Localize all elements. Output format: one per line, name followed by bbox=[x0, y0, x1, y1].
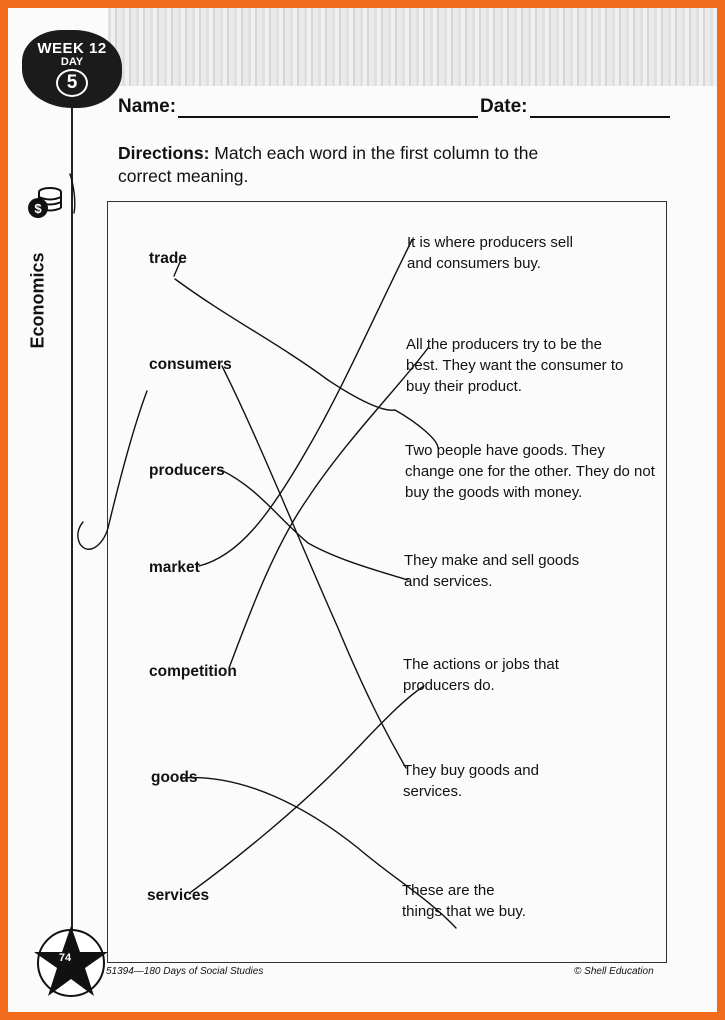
meaning-1[interactable]: It is where producers sell and consumers buy. bbox=[407, 234, 573, 272]
name-blank[interactable] bbox=[178, 98, 478, 118]
meaning-4[interactable]: They make and sell goods and services. bbox=[404, 552, 580, 590]
word-goods[interactable]: goods bbox=[151, 769, 198, 786]
directions-text: Match each word in the first column to the correct meaning. bbox=[118, 143, 539, 186]
name-field[interactable] bbox=[118, 96, 478, 118]
meaning-5[interactable]: The actions or jobs that producers do. bbox=[403, 656, 559, 694]
word-producers[interactable]: producers bbox=[149, 462, 225, 479]
meaning-3[interactable]: Two people have goods. They change one for the other. They do not buy the goods with money. bbox=[405, 442, 655, 501]
day-number: 5 bbox=[56, 69, 88, 97]
word-consumers[interactable]: consumers bbox=[149, 356, 232, 373]
page-number: 74 bbox=[58, 952, 72, 964]
word-competition[interactable]: competition bbox=[149, 663, 237, 680]
book-title: 51394—180 Days of Social Studies bbox=[106, 966, 264, 977]
torn-paper-band bbox=[108, 8, 717, 86]
coins-icon bbox=[26, 182, 64, 222]
date-label: Date: bbox=[480, 96, 528, 117]
directions bbox=[118, 142, 578, 188]
word-services[interactable]: services bbox=[147, 887, 210, 904]
date-blank[interactable] bbox=[530, 98, 670, 118]
meaning-2[interactable]: All the producers try to be the best. They want the consumer to buy their product. bbox=[406, 336, 624, 395]
publisher: © Shell Education bbox=[574, 966, 654, 977]
name-label: Name: bbox=[118, 96, 177, 117]
meaning-7[interactable]: These are the things that we buy. bbox=[402, 882, 526, 920]
word-market[interactable]: market bbox=[149, 559, 200, 576]
margin-rule bbox=[71, 108, 73, 958]
svg-text:$: $ bbox=[34, 201, 42, 216]
directions-label: Directions: bbox=[118, 143, 210, 163]
day-label: DAY bbox=[60, 56, 84, 68]
subject-label: Economics bbox=[27, 252, 48, 349]
week-label: WEEK 12 bbox=[37, 40, 107, 57]
week-day-badge bbox=[22, 30, 122, 108]
worksheet-page bbox=[8, 8, 717, 1012]
meaning-6[interactable]: They buy goods and services. bbox=[403, 762, 539, 800]
date-field[interactable] bbox=[480, 96, 670, 118]
word-trade[interactable]: trade bbox=[149, 250, 187, 267]
